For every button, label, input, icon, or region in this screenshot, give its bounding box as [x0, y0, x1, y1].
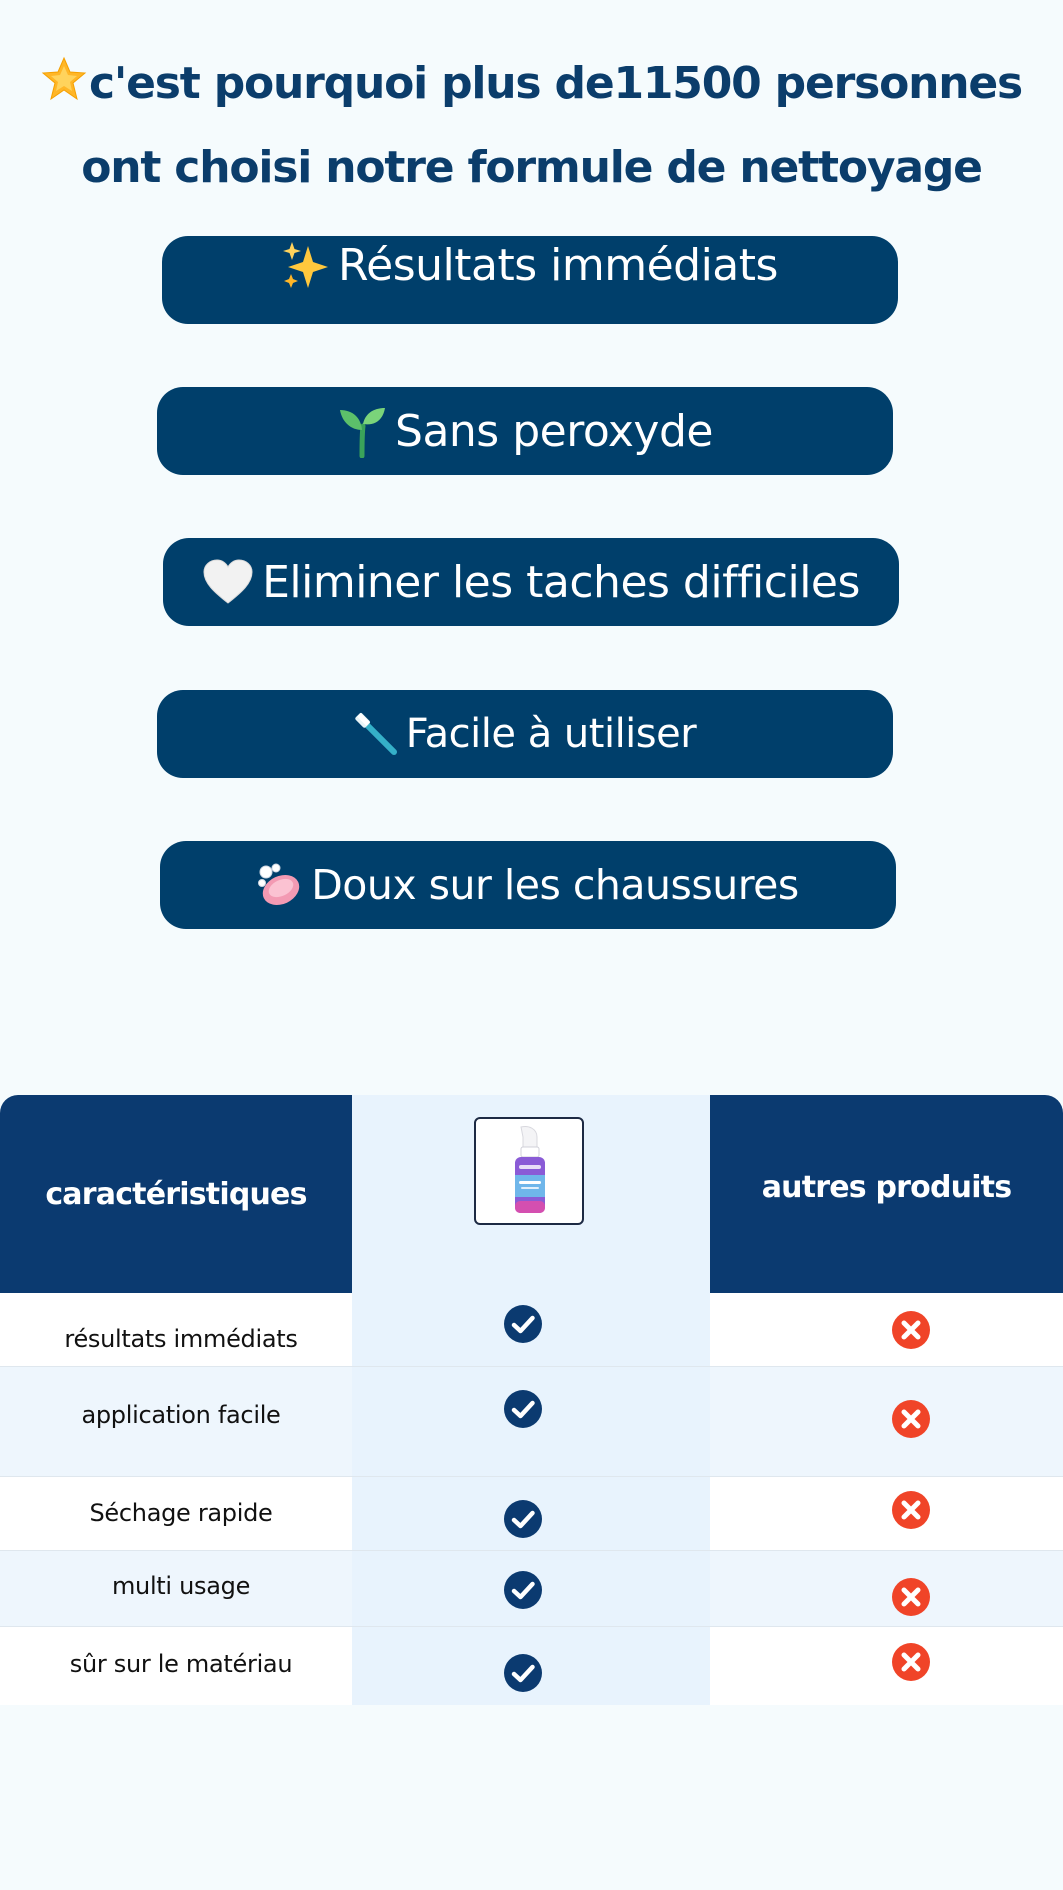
cross-icon [891, 1310, 931, 1350]
feature-label: multi usage [111, 1572, 251, 1600]
benefit-label: Eliminer les taches difficiles [262, 556, 860, 608]
benefit-label: Sans peroxyde [395, 405, 713, 457]
others-cell [710, 1477, 1063, 1551]
others-cell [710, 1551, 1063, 1627]
table-row [0, 1367, 1063, 1477]
seedling-icon [337, 404, 387, 458]
table-row [0, 1627, 1063, 1705]
others-cell [710, 1627, 1063, 1705]
product-image [474, 1117, 584, 1225]
benefit-label: Facile à utiliser [405, 711, 697, 757]
others-cell [710, 1293, 1063, 1367]
headline [0, 44, 1063, 208]
soap-icon [257, 863, 303, 907]
others-cell [710, 1367, 1063, 1477]
cross-icon [891, 1642, 931, 1682]
feature-label: Séchage rapide [89, 1499, 273, 1527]
feature-label: sûr sur le matériau [69, 1650, 293, 1678]
comparison-table [0, 1095, 1063, 1705]
toothbrush-icon [354, 712, 398, 756]
benefit-pill-easy-to-use [157, 690, 893, 778]
feature-label: résultats immédiats [64, 1325, 298, 1353]
check-icon [503, 1570, 543, 1610]
check-icon [503, 1304, 543, 1344]
check-icon [503, 1389, 543, 1429]
benefit-label: Résultats immédiats [338, 240, 778, 291]
cross-icon [891, 1490, 931, 1530]
sparkles-icon [282, 240, 330, 290]
headline-text-1: c'est pourquoi plus de11500 personnes [88, 58, 1022, 109]
check-icon [503, 1499, 543, 1539]
feature-label: application facile [81, 1401, 281, 1429]
benefit-pill-gentle-on-shoes [160, 841, 896, 929]
check-icon [503, 1653, 543, 1693]
cross-icon [891, 1577, 931, 1617]
table-row [0, 1293, 1063, 1367]
benefit-label: Doux sur les chaussures [311, 861, 799, 909]
cross-icon [891, 1399, 931, 1439]
features-header: caractéristiques [0, 1095, 352, 1293]
headline-line-1 [0, 44, 1063, 128]
benefit-pill-instant-results [162, 236, 898, 324]
benefit-pill-tough-stains [163, 538, 899, 626]
table-row [0, 1551, 1063, 1627]
table-row [0, 1477, 1063, 1551]
headline-line-2: ont choisi notre formule de nettoyage [81, 142, 982, 193]
foam-bottle-icon [507, 1125, 551, 1217]
white-heart-icon [202, 559, 254, 605]
other-products-header: autres produits [710, 1095, 1063, 1293]
benefit-pill-no-peroxide [157, 387, 893, 475]
glowing-star-icon [41, 48, 87, 128]
